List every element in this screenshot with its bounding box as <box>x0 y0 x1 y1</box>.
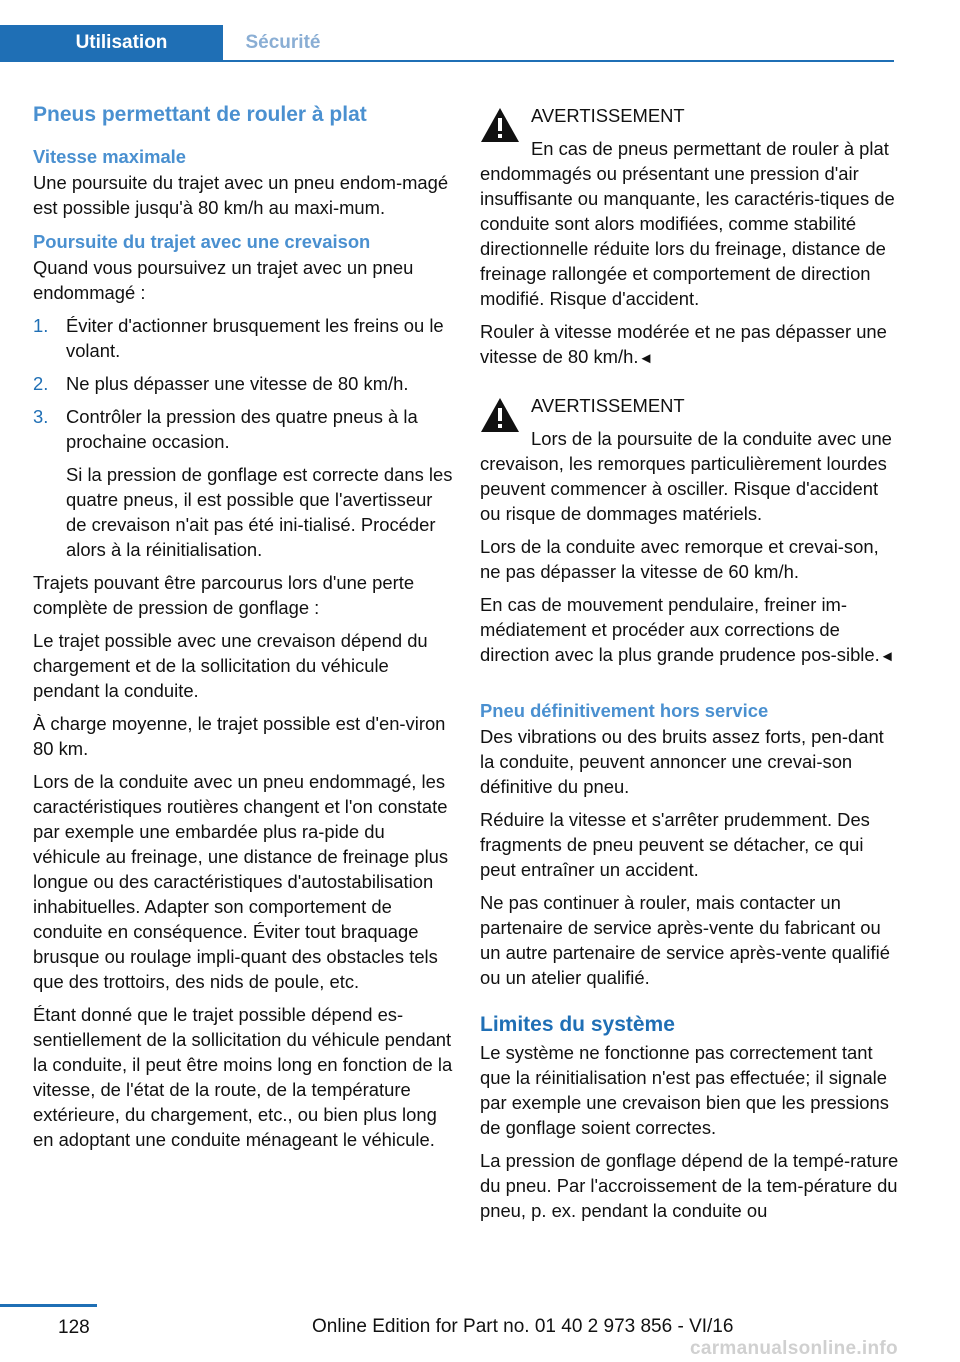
paragraph: Rouler à vitesse modérée et ne pas dépasser une vitesse de 80 km/h.◄ <box>480 321 887 367</box>
tab-utilisation[interactable]: Utilisation <box>0 25 223 61</box>
paragraph: En cas de mouvement pendulaire, freiner im‐médiatement et procéder aux corrections de direction avec la plus grande prudence pos‐sible.◄ <box>480 594 895 665</box>
warning-triangle-icon <box>480 107 520 143</box>
step-text: Contrôler la pression des quatre pneus à la prochaine occasion. <box>66 406 418 452</box>
warning-text: En cas de pneus permettant de rouler à plat endommagés ou présentant une pression d'air insuffisante ou manquante, les caractéris‐tiques de conduite sont alors modifiées, comme stabilité directionnelle réduite lors du freinage, distance de freinage rallongée et comportement de direction modifié. Risque d'accident. <box>480 138 895 309</box>
steps-list <box>33 313 453 562</box>
warning-triangle-icon <box>480 397 520 433</box>
subsection-tire-out-of-service: Pneu définitivement hors service <box>480 700 769 721</box>
left-column <box>33 100 453 1160</box>
header-rule <box>0 60 894 62</box>
warning-header <box>480 103 900 128</box>
paragraph: Le trajet possible avec une crevaison dépend du chargement et de la sollicitation du véhicule pendant la conduite. <box>33 630 428 701</box>
step-number: 3. <box>33 406 49 427</box>
warning-title: AVERTISSEMENT <box>531 105 685 126</box>
step-number: 2. <box>33 373 49 394</box>
end-mark: ◄ <box>638 350 654 367</box>
paragraph: À charge moyenne, le trajet possible est d'en‐viron 80 km. <box>33 713 446 759</box>
watermark: carmanualsonline.info <box>690 1338 898 1359</box>
warning-block-2 <box>480 393 900 669</box>
list-item <box>33 404 453 562</box>
paragraph: Ne pas continuer à rouler, mais contacter un partenaire de service après-vente du fabricant ou un autre partenaire de service après-vente qualifié ou un atelier qualifié. <box>480 892 890 988</box>
step-text: Ne plus dépasser une vitesse de 80 km/h. <box>66 373 409 394</box>
warning-header <box>480 393 900 418</box>
paragraph: Étant donné que le trajet possible dépend es‐sentiellement de la sollicitation du véhicule pendant la conduite, il peut être moins long en fonction de la vitesse, de l'état de la route, de la température extérieure, du chargement, etc., ou bien plus long en adoptant une conduite ménageant le véhicule. <box>33 1004 453 1150</box>
right-column <box>480 103 900 1231</box>
paragraph: Lors de la conduite avec un pneu endommagé, les caractéristiques routières changent et l'on constate par exemple une embardée plus ra‐pide du véhicule au freinage, une distance de freinage plus longue ou des caractéristiques d'autostabilisation inhabituelles. Adapter son comportement de conduite en conséquence. Éviter tout braquage brusque ou roulage impli‐quant des obstacles tels que des trottoirs, des nids de poule, etc. <box>33 771 449 992</box>
step-text: Éviter d'actionner brusquement les freins ou le volant. <box>66 315 444 361</box>
chapter-tabs <box>0 25 894 61</box>
paragraph: Des vibrations ou des bruits assez forts, pen‐dant la conduite, peuvent annoncer une crevai‐son définitive du pneu. <box>480 726 884 797</box>
paragraph: Trajets pouvant être parcourus lors d'une perte complète de pression de gonflage : <box>33 572 415 618</box>
paragraph: Lors de la conduite avec remorque et crevai‐son, ne pas dépasser la vitesse de 60 km/h. <box>480 536 879 582</box>
section-title: Pneus permettant de rouler à plat <box>33 103 367 126</box>
warning-text: Lors de la poursuite de la conduite avec une crevaison, les remorques particulièrement lourdes peuvent commencer à osciller. Risque d'accident ou risque de dommages matériels. <box>480 428 892 524</box>
list-item <box>33 371 453 396</box>
paragraph: Le système ne fonctionne pas correctement tant que la réinitialisation n'est pas effectuée; il signale par exemple une crevaison bien que les pressions de gonflage soient correctes. <box>480 1042 889 1138</box>
paragraph: Une poursuite du trajet avec un pneu endom‐magé est possible jusqu'à 80 km/h au maxi‐mum. <box>33 172 449 218</box>
section-title-limits: Limites du système <box>480 1013 675 1036</box>
paragraph: Quand vous poursuivez un trajet avec un pneu endommagé : <box>33 257 414 303</box>
step-note: Si la pression de gonflage est correcte dans les quatre pneus, il est possible que l'avertisseur de crevaison n'ait pas été ini‐tialisé. Procéder alors à la réinitialisation. <box>66 464 453 560</box>
paragraph: Réduire la vitesse et s'arrêter prudemment. Des fragments de pneu peuvent se détacher, ce qui peut entraîner un accident. <box>480 809 870 880</box>
footer-rule <box>0 1304 97 1307</box>
paragraph: La pression de gonflage dépend de la tempé‐rature du pneu. Par l'accroissement de la tem‐pérature du pneu, p. ex. pendant la conduite ou <box>480 1150 899 1221</box>
warning-title: AVERTISSEMENT <box>531 395 685 416</box>
subsection-continue-puncture: Poursuite du trajet avec une crevaison <box>33 231 371 252</box>
end-mark: ◄ <box>879 648 895 665</box>
warning-block-1 <box>480 103 900 371</box>
edition-text: Online Edition for Part no. 01 40 2 973 856 - VI/16 <box>312 1316 734 1337</box>
step-number: 1. <box>33 315 49 336</box>
tab-securite[interactable]: Sécurité <box>245 32 321 53</box>
subsection-max-speed: Vitesse maximale <box>33 146 187 167</box>
page-number: 128 <box>58 1317 90 1338</box>
list-item <box>33 313 453 363</box>
